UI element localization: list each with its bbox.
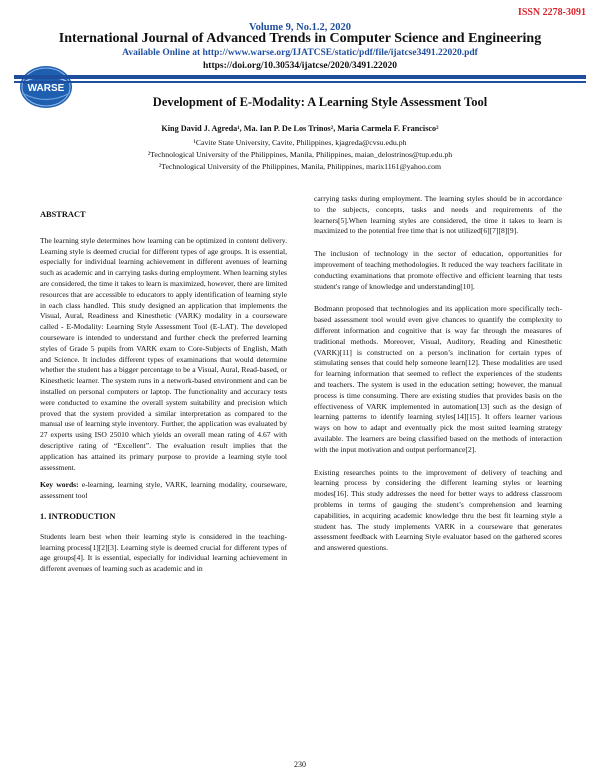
online-url-link[interactable]: Available Online at http://www.warse.org/IJATCSE/static/pdf/file/ijatcse3491.22020.pdf bbox=[122, 48, 478, 58]
page-number: 230 bbox=[294, 760, 306, 769]
keywords-text: e-learning, learning style, VARK, learning modality, courseware, assessment tool bbox=[40, 480, 287, 501]
header-rule-thick bbox=[14, 75, 586, 79]
abstract-text: The learning style determines how learning can be optimized in content delivery. Learning style is deemed crucial for different types of age groups. It is essential, especially for individual learning achievement in different avenues of learning such as academic and in carrying tasks during employment. When learning styles are considered, the time it takes to learn is maximized, however, there are limited resources that are accessible to educators to apply identification of learning style in each class handled. This study designed an application that implements the Visual, Aural, Readiness and Kinesthetic (VARK) modality in a courseware called - E-Modality: Learning Style Assessment Tool (E-LAT). The developed courseware is intended to understand and further check the preferred learning styles of Grade 5 pupils from VARK exam to Core-Subjects of English, Math and Science. It includes different types of examinations that would determine whether the student has a bigger percentage to be a Visual, Aural, Read-based, or Kinesthetic learner. The system runs in a network-based environment and can be installed on personal computers or laptop. The functionality and accuracy tests were conducted to examine the overall system suitability and precision which proved that the system provided a similar interpretation as compared to the manual use of learning style inventory. Further, the application was evaluated by 27 experts using ISO 25010 which yields an overall mean rating of 4.67 with descriptive rating of “Excellent”. The evaluation result implies that the application has attained its primary purpose to provide a learning style tool assessment. bbox=[40, 235, 288, 472]
svg-text:WARSE: WARSE bbox=[27, 83, 65, 94]
journal-title: International Journal of Advanced Trends in Computer Science and Engineering bbox=[58, 31, 542, 46]
abstract-heading: ABSTRACT bbox=[40, 210, 86, 219]
volume-label: Volume 9, No.1.2, 2020 bbox=[249, 22, 351, 33]
left-column bbox=[40, 210, 287, 582]
affiliation-3: ²Technological University of the Philippines, Manila, Philippines, marix1161@yahoo.com bbox=[158, 162, 442, 171]
doi-link[interactable]: https://doi.org/10.30534/ijatcse/2020/3491.22020 bbox=[203, 61, 397, 71]
keywords bbox=[40, 480, 287, 502]
paper-title: Development of E-Modality: A Learning Style Assessment Tool bbox=[152, 95, 488, 109]
right-paragraph-2: The inclusion of technology in the sector of education, opportunities for improvement of teaching methodologies. It reduced the way teachers facilitate in conducting examinations that promote effective and efficient learning that tests student's range of knowledge and understanding[10]. bbox=[314, 249, 562, 291]
affiliation-1: ¹Cavite State University, Cavite, Philippines, kjagreda@cvsu.edu.ph bbox=[193, 138, 407, 147]
header-rule-thin bbox=[14, 81, 586, 83]
right-column bbox=[314, 194, 562, 561]
keywords-label: Key words: bbox=[40, 480, 79, 490]
author-list: King David J. Agreda¹, Ma. Ian P. De Los Trinos², Maria Carmela F. Francisco² bbox=[161, 124, 439, 133]
intro-paragraph-1: Students learn best when their learning style is considered in the teaching-learning process[1][2][3]. Learning style is deemed crucial for different types of age groups[4]. It is essential, especially for individual learning achievement in different avenues of learning such as academic and in bbox=[40, 531, 287, 574]
introduction-heading: 1. INTRODUCTION bbox=[40, 511, 116, 521]
affiliation-2: ²Technological University of the Philippines, Manila, Philippines, maian_delostrinos@tup.edu.ph bbox=[147, 150, 453, 159]
right-paragraph-1: carrying tasks during employment. The learning styles should be in accordance to the subjects, concepts, tasks and needs and requirements of the learners[5].When learning styles are considered, the time it takes to learn is maximized to the potential free time that is not utilized[6][7][8][9]. bbox=[314, 194, 562, 236]
right-paragraph-4: Existing researches points to the improvement of delivery of teaching and learning process by considering the different learning styles or learning modes[16]. This study addresses the need for better ways to address classroom problems in terms of gauging the student’s comprehension and learning capabilities, in acquiring academic knowledge thru the best fit learning style a student has. The study implements VARK in a courseware that generates assessment feedback with Learning Style evaluator based on the gathered scores and answered questions. bbox=[314, 467, 562, 553]
issn-label: ISSN 2278-3091 bbox=[517, 7, 586, 18]
right-paragraph-3: Bodmann proposed that technologies and its application more specifically tech-based assessment tool would even give chances to quantify the complexity to different information and cognitive that is way far through the measures of traditional methods. Moreover, Visual, Auditory, Reading and Kinesthetic (VARK)[11] is constructed on a person’s inclination for certain types of stimulating senses that could help someone learn[12]. These modalities are used for learning information that seemed to reflect the experiences of the students and teachers. The system is used in the education setting; however, the manual process is time consuming. There are existing studies that provides basis on the effectiveness of VARK implemented in automation[13] such as the design of learning patterns to identify learning styles[14][15]. It offers learner various ways on how to adapt and eventually pick the most suited learning strategy available. The learners are being classified based on the methods of interaction with the input motivation and output performance[2]. bbox=[314, 304, 562, 454]
